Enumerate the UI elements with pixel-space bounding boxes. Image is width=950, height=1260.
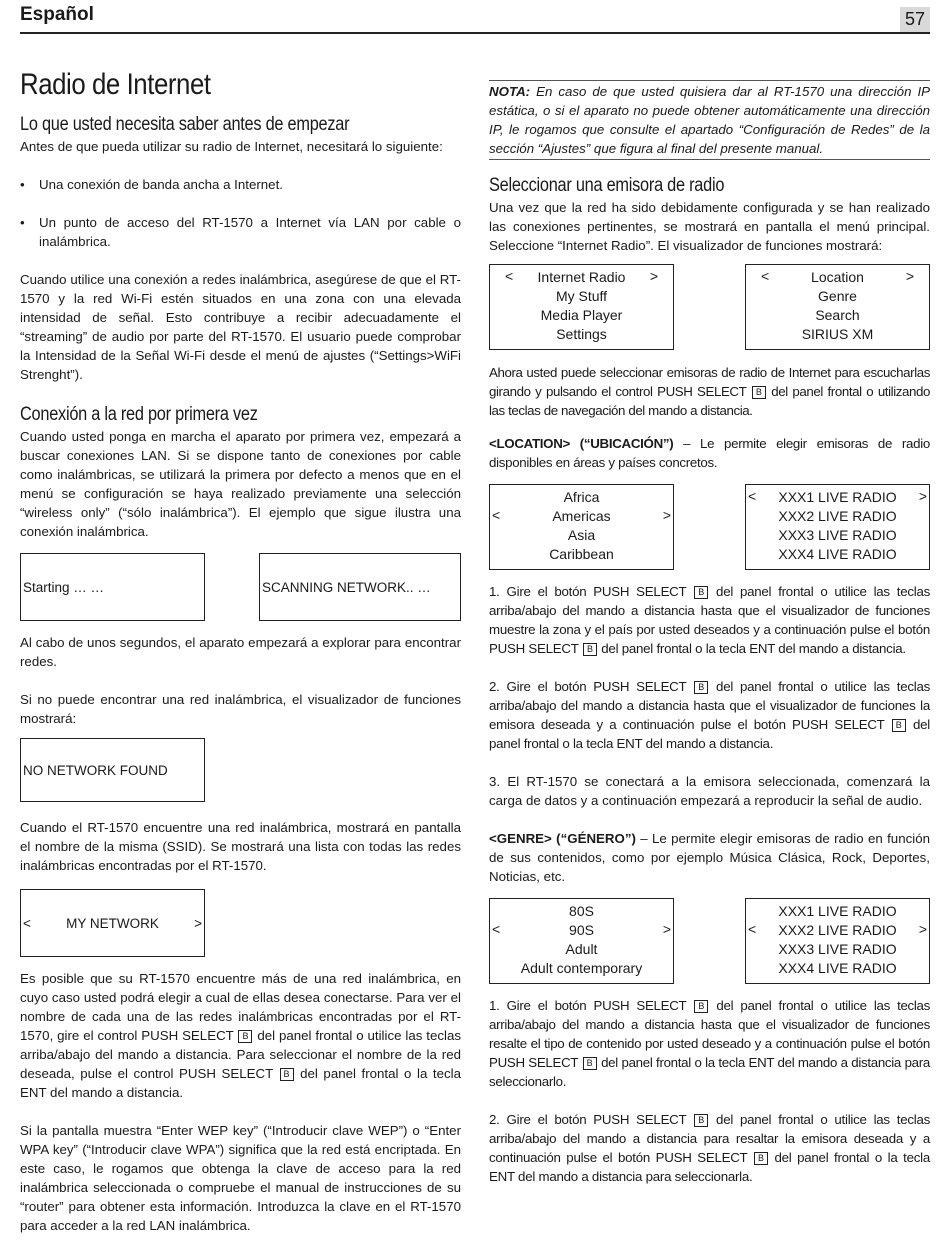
genre-paragraph: <GENRE> (“GÉNERO”) – Le permite elegir emisoras de radio en función de sus contenidos, como por ejemplo Música Clásica, Rock, Deportes, Noticias, etc. <box>489 831 930 884</box>
list-item: Americas <box>552 508 611 524</box>
arrow-left-icon: < <box>748 921 757 937</box>
arrow-right-icon: > <box>649 268 658 284</box>
list-item: Caribbean <box>549 546 614 562</box>
menu-item: SIRIUS XM <box>801 326 874 342</box>
arrow-left-icon: < <box>492 507 501 523</box>
list-item: XXX3 LIVE RADIO <box>778 941 897 957</box>
note-paragraph: NOTA: En caso de que usted quisiera dar al RT-1570 una dirección IP estática, o si el aparato no puede obtener automáticamente una dirección IP, le rogamos que consulte el apartado “Configuración de Redes” de la sección “Ajustes” que figura al final del presente manual. <box>489 80 930 160</box>
page-number: 57 <box>900 7 930 32</box>
note-label: NOTA: <box>489 84 531 99</box>
requirements-intro: Antes de que pueda utilizar su radio de Internet, necesitará lo siguiente: <box>20 139 443 154</box>
list-item: XXX1 LIVE RADIO <box>778 903 897 919</box>
arrow-right-icon: > <box>918 488 927 504</box>
after-scan-paragraph: Al cabo de unos segundos, el aparato empezará a explorar para encontrar redes. <box>20 635 461 669</box>
list-item: XXX3 LIVE RADIO <box>778 527 897 543</box>
menu-item: Genre <box>818 288 857 304</box>
list-item: XXX1 LIVE RADIO <box>778 489 897 505</box>
menu-item: Media Player <box>540 307 623 323</box>
arrow-left-icon: < <box>748 488 757 504</box>
display-stations <box>745 484 930 570</box>
menu-item: Search <box>815 307 860 323</box>
list-item: Africa <box>563 489 600 505</box>
page-header <box>20 2 930 34</box>
wireless-paragraph: Cuando utilice una conexión a redes inalámbrica, asegúrese de que el RT-1570 y la red Wi-Fi estén situados en una zona con una elevada intensidad de señal. Esto contribuye a recibir adecuadamente el “streaming” de audio por parte del RT-1570. El usuario puede comprobar la Intensidad de la Señal Wi-Fi desde el menú de ajustes (“Settings>WiFi Strenght”). <box>20 272 461 382</box>
arrow-left-icon: < <box>492 921 501 937</box>
genre-label: <GENRE> (“GÉNERO”) <box>489 831 636 846</box>
multiple-networks-paragraph: Es posible que su RT-1570 encuentre más de una red inalámbrica, en cuyo caso usted podrá elegir a cual de ellas desea conectarse. Para ver el nombre de cada una de las redes inalámbricas encontradas por el RT-1570, gire el control PUSH SELECT B del panel frontal o utilice las teclas arriba/abajo del mando a distancia. Para seleccionar el nombre de la red deseada, pulse el control PUSH SELECT B del panel frontal o la tecla ENT del mando a distancia. <box>20 971 462 1100</box>
list-item: XXX4 LIVE RADIO <box>778 546 897 562</box>
menu-item: Settings <box>556 326 607 342</box>
genre-step-2: 2. Gire el botón PUSH SELECT B del panel frontal o utilice las teclas arriba/abajo del mando a distancia para resaltar la emisora deseada y a continuación pulse el botón PUSH SELECT B del panel frontal o la tecla ENT del mando a distancia para seleccionarla. <box>489 1112 930 1184</box>
right-column <box>489 80 930 1186</box>
display-regions <box>489 484 674 570</box>
location-step-1: 1. Gire el botón PUSH SELECT B del panel frontal o utilice las teclas arriba/abajo del mando a distancia hasta que el visualizador de funciones muestre la zona y el país por usted deseados y a continuación pulse el botón PUSH SELECT B del panel frontal o la tecla ENT del mando a distancia. <box>489 584 930 656</box>
location-step-2: 2. Gire el botón PUSH SELECT B del panel frontal o utilice las teclas arriba/abajo del mando a distancia hasta que el visualizador de funciones la emisora deseada y a continuación pulse el botón PUSH SELECT B del panel frontal o la tecla ENT del mando a distancia. <box>489 679 930 751</box>
list-item: • Una conexión de banda ancha a Internet. <box>20 177 283 192</box>
arrow-right-icon: > <box>905 268 914 284</box>
arrow-right-icon: > <box>662 507 671 523</box>
ssid-paragraph: Cuando el RT-1570 encuentre una red inalámbrica, mostrará en pantalla el nombre de la misma (SSID). Se mostrará una lista con todas las redes inalámbricas encontradas por el RT-1570. <box>20 820 461 873</box>
push-select-icon: B <box>583 1057 597 1070</box>
push-select-icon: B <box>694 1000 708 1013</box>
section-heading-requirements: Lo que usted necesita saber antes de empezar <box>20 114 350 135</box>
section-heading-select-station: Seleccionar una emisora de radio <box>489 175 725 196</box>
push-select-icon: B <box>694 1114 708 1127</box>
no-network-paragraph: Si no puede encontrar una red inalámbrica, el visualizador de funciones mostrará: <box>20 692 461 726</box>
bullet-icon: • <box>20 177 25 192</box>
arrow-left-icon: < <box>23 915 31 931</box>
wep-key-paragraph: Si la pantalla muestra “Enter WEP key” (“Introducir clave WEP”) o “Enter WPA key” (“Introducir clave WPA”) significa que la red está encriptada. En este caso, le rogamos que obtenga la clave de acceso para la red inalámbrica seleccionada o compruebe el manual de instrucciones de su “router” para obtener esta información. Introduzca la clave en el RT-1570 para acceder a la red LAN inalámbrica. <box>20 1123 461 1233</box>
list-item: XXX4 LIVE RADIO <box>778 960 897 976</box>
list-item: XXX2 LIVE RADIO <box>778 508 897 524</box>
display-scanning: SCANNING NETWORK.. … <box>259 553 461 621</box>
push-select-icon: B <box>238 1030 252 1043</box>
page-title: Radio de Internet <box>20 68 211 101</box>
menu-item: My Stuff <box>555 288 608 304</box>
location-paragraph: <LOCATION> (“UBICACIÓN”) – Le permite elegir emisoras de radio disponibles en áreas y países concretos. <box>489 436 930 470</box>
list-item: Adult <box>565 941 598 957</box>
first-connection-paragraph: Cuando usted ponga en marcha el aparato por primera vez, empezará a buscar conexiones LAN. Si se dispone tanto de conexiones por cable como inalámbricas, se utilizará la primera por defecto a menos que en el menú se configuración se haya realizado previamente una selección “wireless only” (“sólo inalámbrica”). El ejemplo que sigue ilustra una conexión inalámbrica. <box>20 429 461 539</box>
push-select-icon: B <box>752 386 766 399</box>
arrow-right-icon: > <box>662 921 671 937</box>
bullet-icon: • <box>20 215 25 230</box>
arrow-left-icon: < <box>505 268 514 284</box>
left-column <box>20 68 461 1235</box>
now-select-paragraph: Ahora usted puede seleccionar emisoras de radio de Internet para escucharlas girando y pulsando el control PUSH SELECT B del panel frontal o utilizando las teclas de navegación del mando a distancia. <box>489 365 930 418</box>
list-item: • Un punto de acceso del RT-1570 a Internet vía LAN por cable o inalámbrica. <box>20 215 461 249</box>
list-item: XXX2 LIVE RADIO <box>778 922 897 938</box>
display-radio-menu <box>745 264 930 350</box>
list-item: Asia <box>567 527 596 543</box>
location-label: <LOCATION> (“UBICACIÓN”) <box>489 436 674 451</box>
display-my-network: < MY NETWORK > <box>20 889 205 957</box>
display-main-menu <box>489 264 674 350</box>
arrow-right-icon: > <box>194 915 202 931</box>
display-starting: Starting … … <box>20 553 205 621</box>
push-select-icon: B <box>694 681 708 694</box>
menu-item: Location <box>811 269 864 285</box>
genre-step-1: 1. Gire el botón PUSH SELECT B del panel frontal o utilice las teclas arriba/abajo del mando a distancia hasta que el visualizador de funciones resalte el tipo de contenido por usted deseado y a continuación pulse el botón PUSH SELECT B del panel frontal o la tecla ENT del mando a distancia para seleccionarlo. <box>489 998 931 1089</box>
arrow-left-icon: < <box>761 268 770 284</box>
push-select-icon: B <box>892 719 906 732</box>
select-station-paragraph: Una vez que la red ha sido debidamente configurada y se han realizado las conexiones pertinentes, se mostrará en pantalla el menú principal. Seleccione “Internet Radio”. El visualizador de funciones mostrará: <box>489 200 930 253</box>
location-step-3: 3. El RT-1570 se conectará a la emisora seleccionada, comenzará la carga de datos y a continuación empezará a reproducir la señal de audio. <box>489 774 930 808</box>
menu-item: Internet Radio <box>537 269 626 285</box>
list-item: Adult contemporary <box>520 960 643 976</box>
section-heading-first-connection: Conexión a la red por primera vez <box>20 404 258 425</box>
list-item: 90S <box>569 922 594 938</box>
display-genre-stations <box>745 898 930 984</box>
list-item: 80S <box>569 903 594 919</box>
display-no-network: NO NETWORK FOUND <box>20 738 205 802</box>
push-select-icon: B <box>694 586 708 599</box>
push-select-icon: B <box>280 1068 294 1081</box>
push-select-icon: B <box>583 643 597 656</box>
display-genres <box>489 898 674 984</box>
push-select-icon: B <box>754 1152 768 1165</box>
language-label: Español <box>20 4 94 25</box>
arrow-right-icon: > <box>918 921 927 937</box>
